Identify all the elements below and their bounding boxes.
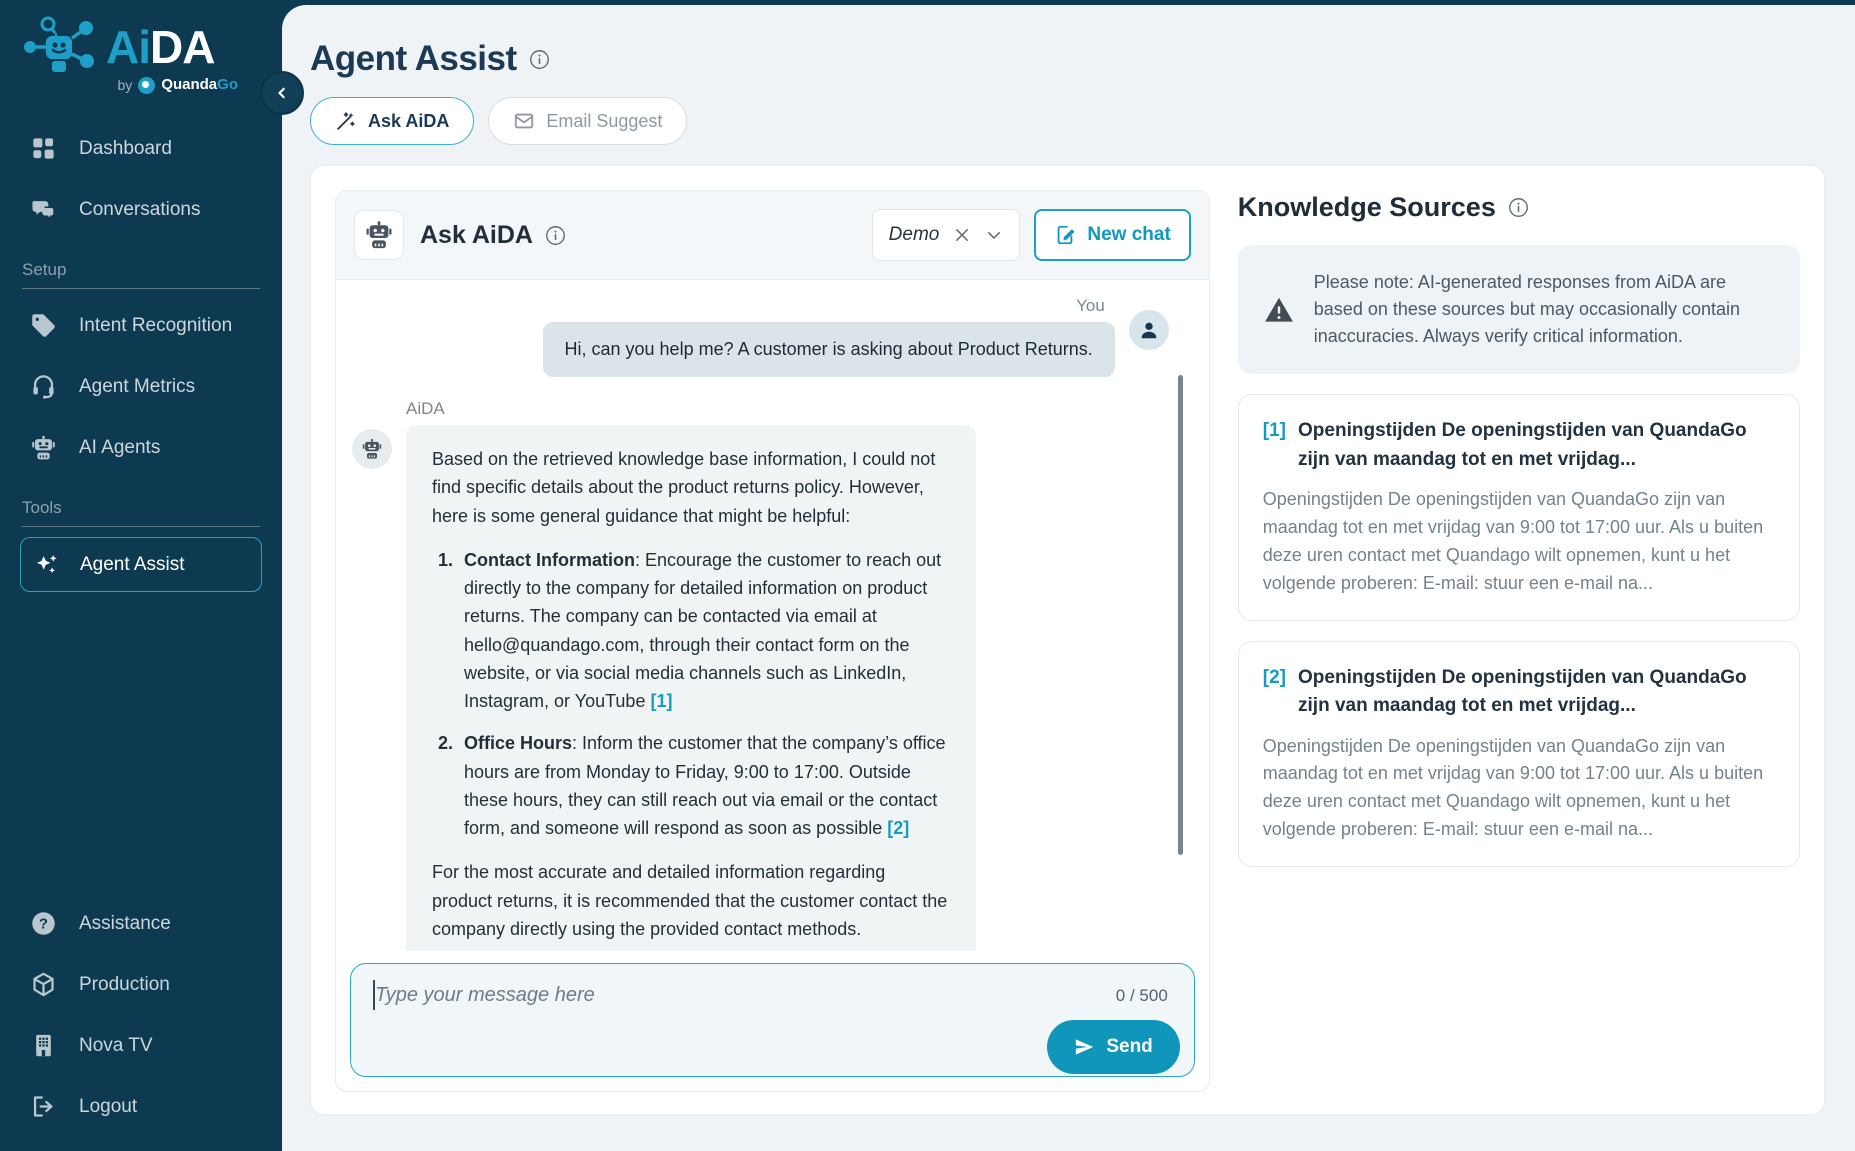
sidebar-item-dashboard[interactable] xyxy=(0,118,282,179)
new-chat-label: New chat xyxy=(1087,224,1171,245)
session-select[interactable] xyxy=(872,209,1021,261)
warning-triangle-icon xyxy=(1264,295,1294,325)
cube-icon xyxy=(30,971,57,998)
aida-sender-label: AiDA xyxy=(406,399,445,418)
brand-name: AiDA xyxy=(106,21,215,73)
citation-link-1[interactable]: [1] xyxy=(650,691,673,711)
paper-plane-icon xyxy=(1074,1037,1094,1057)
by-text: by xyxy=(117,77,133,93)
aida-robot-logo-icon xyxy=(24,16,98,78)
sidebar-item-intent-recognition[interactable] xyxy=(0,295,282,356)
sparkles-icon xyxy=(33,551,60,578)
chevron-left-icon xyxy=(272,83,292,103)
source-snippet: Openingstijden De openingstijden van QuandaGo zijn van maandag tot en met vrijdag van 9:00 tot 17:00 uur. Als u buiten deze uren contact met Quandago wilt opnemen, kunt u het volgende proberen: E-mail: stuur een e-mail na... xyxy=(1262,735,1764,840)
robot-icon xyxy=(364,220,394,250)
source-ref: [1] xyxy=(1262,420,1287,441)
info-icon[interactable] xyxy=(529,49,550,70)
tag-icon xyxy=(30,312,57,339)
new-chat-button[interactable] xyxy=(1034,209,1190,261)
robot-badge xyxy=(354,210,404,260)
knowledge-source-card-2[interactable] xyxy=(1238,641,1800,868)
grid-icon xyxy=(30,135,57,162)
sidebar-item-label: Conversations xyxy=(79,198,201,220)
aida-message-row xyxy=(352,399,1169,951)
aida-message-intro: Based on the retrieved knowledge base information, I could not find specific details about the product returns policy. However, here is some general guidance that might be helpful: xyxy=(432,449,936,526)
sidebar-item-label: Nova TV xyxy=(79,1034,153,1056)
question-circle-icon xyxy=(30,910,57,937)
chat-scrollbar[interactable] xyxy=(1178,375,1183,855)
knowledge-sources-panel xyxy=(1238,190,1800,1090)
sidebar-item-label: Assistance xyxy=(79,912,171,934)
sidebar-item-agent-assist[interactable] xyxy=(20,537,262,592)
user-sender-label: You xyxy=(1076,296,1105,315)
page-title: Agent Assist xyxy=(310,39,517,78)
chat-panel-title: Ask AiDA xyxy=(420,220,533,249)
char-counter: 0 / 500 xyxy=(1115,986,1168,1005)
sidebar-item-label: Dashboard xyxy=(79,137,172,159)
send-button[interactable] xyxy=(1047,1020,1179,1074)
sidebar-item-conversations[interactable] xyxy=(0,179,282,240)
sidebar-item-label: Agent Assist xyxy=(80,553,185,575)
chat-messages xyxy=(336,280,1209,951)
aida-avatar xyxy=(352,429,392,469)
sidebar-item-label: AI Agents xyxy=(79,436,161,458)
new-document-icon xyxy=(1054,224,1076,246)
sidebar-collapse-button[interactable] xyxy=(260,71,304,115)
setup-divider xyxy=(22,288,260,289)
list-item: 2. Office Hours: Inform the customer that the company’s office hours are from Monday to Friday, 9:00 to 17:00. Outside these hours, they can still reach out via email or the contact form, and someone will respond as soon as possible [2] xyxy=(438,733,946,838)
sidebar-item-label: Intent Recognition xyxy=(79,314,233,336)
list-item: 1. Contact Information: Encourage the customer to reach out directly to the company for detailed information on product returns. The company can be contacted via email at hello@quandago.com, through their contact form on the website, or via social media channels such as LinkedIn, Instagram, or YouTube [1] xyxy=(438,549,942,711)
sidebar-footer-nav xyxy=(0,893,282,1151)
sidebar-spacer xyxy=(0,592,282,875)
view-tabs xyxy=(310,97,1825,145)
source-ref: [2] xyxy=(1262,666,1287,688)
knowledge-sources-title: Knowledge Sources xyxy=(1237,192,1496,222)
tools-section-label: Tools xyxy=(22,498,62,517)
setup-section-label: Setup xyxy=(22,260,67,279)
aida-message-list xyxy=(438,546,950,843)
sidebar-item-logout[interactable] xyxy=(0,1076,282,1137)
headset-icon xyxy=(30,373,57,400)
source-title: Openingstijden De openingstijden van QuandaGo zijn van maandag tot en met vrijdag... xyxy=(1298,666,1747,717)
tab-label: Ask AiDA xyxy=(368,110,450,131)
tab-label: Email Suggest xyxy=(546,110,663,131)
sidebar-item-production[interactable] xyxy=(0,954,282,1015)
brand-byline: by QuandaGo xyxy=(117,76,238,93)
source-snippet: Openingstijden De openingstijden van QuandaGo zijn van maandag tot en met vrijdag van 9:00 tot 17:00 uur. Als u buiten deze uren contact met Quandago wilt opnemen, kunt u het volgende proberen: E-mail: stuur een e-mail na... xyxy=(1262,489,1764,593)
info-icon[interactable] xyxy=(545,225,566,246)
message-input-box xyxy=(350,963,1195,1077)
sidebar-item-label: Agent Metrics xyxy=(79,375,196,397)
clear-icon[interactable] xyxy=(953,226,971,244)
sidebar-item-ai-agents[interactable] xyxy=(0,417,282,478)
message-input[interactable] xyxy=(375,984,995,1007)
source-title: Openingstijden De openingstijden van QuandaGo zijn van maandag tot en met vrijdag... xyxy=(1298,420,1747,470)
sidebar xyxy=(0,0,282,1151)
session-select-value: Demo xyxy=(888,224,940,245)
envelope-icon xyxy=(513,110,535,132)
tab-email-suggest[interactable] xyxy=(488,97,687,145)
user-message-bubble: Hi, can you help me? A customer is asking about Product Returns. xyxy=(543,322,1115,377)
sidebar-item-nova-tv[interactable] xyxy=(0,1015,282,1076)
sidebar-item-assistance[interactable] xyxy=(0,893,282,954)
svg-text:?: ? xyxy=(39,916,48,933)
sidebar-nav xyxy=(0,118,282,592)
user-message-row xyxy=(352,296,1169,377)
disclaimer-text: Please note: AI-generated responses from AiDA are based on these sources but may occasionally contain inaccuracies. Always verify critical information. xyxy=(1313,272,1741,346)
chevron-down-icon[interactable] xyxy=(985,226,1003,244)
chat-bubbles-icon xyxy=(30,196,57,223)
ask-aida-panel xyxy=(335,190,1210,1092)
person-icon xyxy=(1138,319,1160,341)
quandago-logo-icon xyxy=(138,77,155,94)
robot-icon xyxy=(30,434,57,461)
logout-icon xyxy=(30,1093,57,1120)
main-panel xyxy=(282,5,1855,1151)
chat-header xyxy=(336,191,1209,280)
content-container xyxy=(310,165,1825,1115)
building-icon xyxy=(30,1032,57,1059)
user-avatar xyxy=(1129,310,1169,350)
magic-wand-icon xyxy=(335,110,357,132)
aida-message-bubble xyxy=(406,425,976,951)
aida-message-outro: For the most accurate and detailed information regarding product returns, it is recommended that the customer contact the company directly using the provided contact methods. xyxy=(432,862,948,939)
tools-divider xyxy=(22,526,260,527)
info-icon[interactable] xyxy=(1508,197,1529,218)
disclaimer-box xyxy=(1238,245,1800,374)
knowledge-source-card-1[interactable] xyxy=(1238,394,1800,621)
robot-icon xyxy=(361,438,383,460)
sidebar-item-label: Logout xyxy=(79,1095,138,1117)
send-label: Send xyxy=(1106,1036,1153,1057)
sidebar-item-label: Production xyxy=(79,973,170,995)
brand-logo xyxy=(0,0,282,100)
sidebar-item-agent-metrics[interactable] xyxy=(0,356,282,417)
citation-link-2[interactable]: [2] xyxy=(887,818,910,838)
tab-ask-aida[interactable] xyxy=(310,97,474,145)
